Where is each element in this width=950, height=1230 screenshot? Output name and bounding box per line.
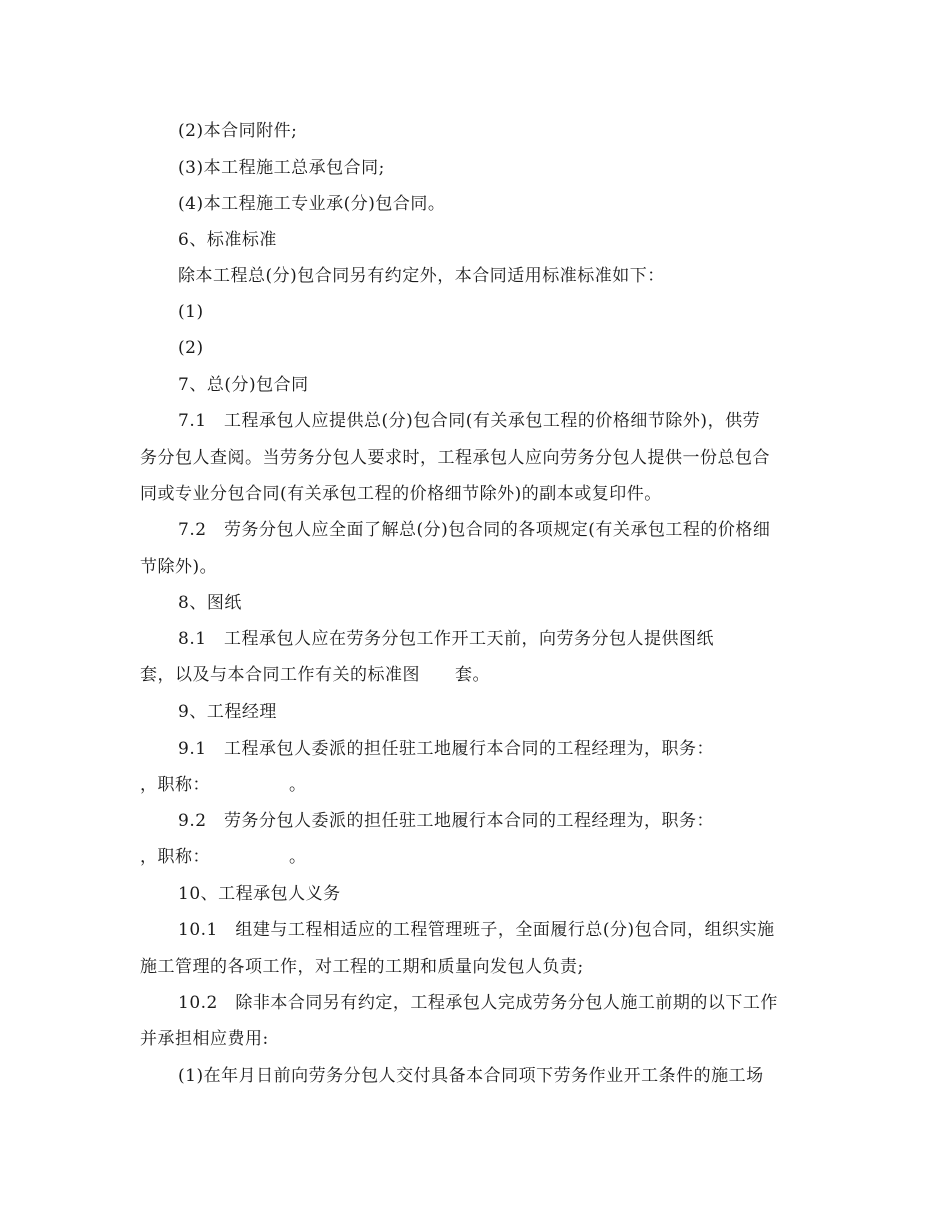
clause-7-2-line-1: 7.2 劳务分包人应全面了解总(分)包合同的各项规定(有关承包工程的价格细 bbox=[178, 520, 771, 540]
clause-9-1-line-2: ，职称： 。 bbox=[140, 775, 307, 795]
clause-8-1-line-1: 8.1 工程承包人应在劳务分包工作开工天前，向劳务分包人提供图纸 bbox=[178, 629, 715, 649]
section-heading-9-manager: 9、工程经理 bbox=[178, 702, 277, 722]
clause-9-2-line-2: ，职称： 。 bbox=[140, 847, 307, 867]
section-heading-10-obligations: 10、工程承包人义务 bbox=[178, 884, 341, 904]
clause-item-3-general-contract: (3)本工程施工总承包合同; bbox=[178, 158, 385, 178]
clause-10-2-line-1: 10.2 除非本合同另有约定，工程承包人完成劳务分包人施工前期的以下工作 bbox=[178, 993, 778, 1013]
clause-7-1-line-2: 务分包人查阅。当劳务分包人要求时，工程承包人应向劳务分包人提供一份总包合 bbox=[140, 448, 770, 468]
standards-item-2: (2) bbox=[178, 338, 204, 358]
clause-10-1-line-2: 施工管理的各项工作，对工程的工期和质量向发包人负责; bbox=[140, 957, 584, 977]
clause-7-1-line-1: 7.1 工程承包人应提供总(分)包合同(有关承包工程的价格细节除外)，供劳 bbox=[178, 411, 761, 431]
clause-item-4-specialty-contract: (4)本工程施工专业承(分)包合同。 bbox=[178, 194, 446, 214]
clause-7-1-line-3: 同或专业分包合同(有关承包工程的价格细节除外)的副本或复印件。 bbox=[140, 484, 662, 504]
clause-10-2-item-1: (1)在年月日前向劳务分包人交付具备本合同项下劳务作业开工条件的施工场 bbox=[178, 1066, 764, 1086]
clause-7-2-line-2: 节除外)。 bbox=[140, 557, 218, 577]
clause-10-2-line-2: 并承担相应费用: bbox=[140, 1029, 269, 1049]
clause-9-1-line-1: 9.1 工程承包人委派的担任驻工地履行本合同的工程经理为，职务： bbox=[178, 739, 715, 759]
clause-9-2-line-1: 9.2 劳务分包人委派的担任驻工地履行本合同的工程经理为，职务： bbox=[178, 811, 715, 831]
section-heading-8-drawings: 8、图纸 bbox=[178, 593, 242, 613]
section-heading-6-standards: 6、标准标准 bbox=[178, 230, 277, 250]
standards-item-1: (1) bbox=[178, 302, 204, 322]
clause-item-2-attachments: (2)本合同附件; bbox=[178, 121, 298, 141]
clause-8-1-line-2: 套，以及与本合同工作有关的标准图 套。 bbox=[140, 665, 490, 685]
paragraph-standards-intro: 除本工程总(分)包合同另有约定外，本合同适用标准标准如下： bbox=[178, 266, 665, 286]
section-heading-7-contract: 7、总(分)包合同 bbox=[178, 375, 309, 395]
clause-10-1-line-1: 10.1 组建与工程相适应的工程管理班子，全面履行总(分)包合同，组织实施 bbox=[178, 920, 775, 940]
